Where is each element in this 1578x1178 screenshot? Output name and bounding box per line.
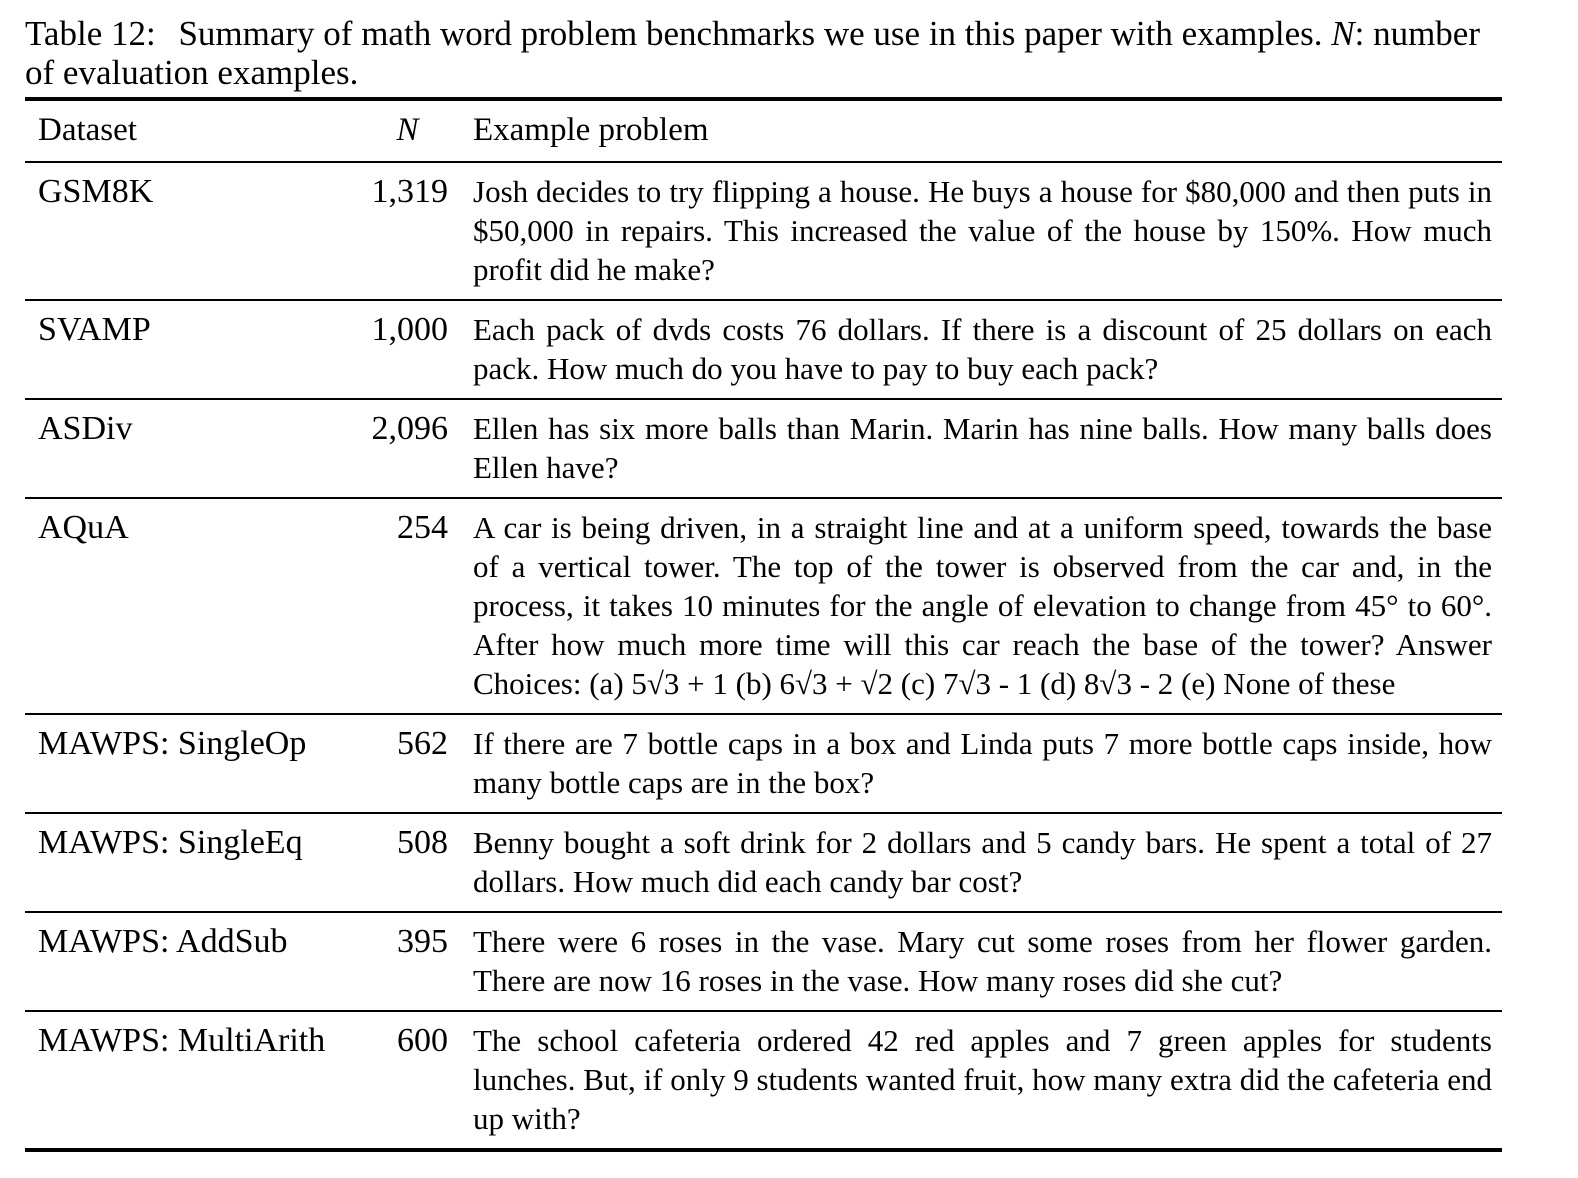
example-cell: There were 6 roses in the vase. Mary cut some roses from her flower garden. There are now 16 roses in the vase. How many roses did she cut?: [473, 924, 1492, 998]
header-row: [25, 99, 1502, 162]
n-cell: 1,000: [371, 311, 448, 348]
dataset-cell: MAWPS: AddSub: [38, 923, 288, 960]
benchmark-table: [25, 97, 1502, 1152]
table-row: [25, 498, 1502, 714]
table-row: [25, 300, 1502, 399]
table-row: [25, 813, 1502, 912]
example-cell: If there are 7 bottle caps in a box and Linda puts 7 more bottle caps inside, how many bottle caps are in the box?: [473, 726, 1492, 800]
dataset-cell: ASDiv: [38, 410, 133, 447]
dataset-cell: MAWPS: SingleOp: [38, 725, 307, 762]
dataset-cell: GSM8K: [38, 173, 154, 210]
n-cell: 1,319: [371, 173, 448, 210]
header-n: N: [396, 112, 419, 148]
caption-n-symbol: N: [1331, 14, 1355, 53]
example-cell: Ellen has six more balls than Marin. Marin has nine balls. How many balls does Ellen have?: [473, 411, 1492, 485]
example-cell: The school cafeteria ordered 42 red apples and 7 green apples for students lunches. But, if only 9 students wanted fruit, how many extra did the cafeteria end up with?: [473, 1023, 1492, 1136]
caption-text: Summary of math word problem benchmarks we use in this paper with examples.: [178, 14, 1323, 53]
table-caption: [25, 14, 1505, 92]
n-cell: 254: [397, 509, 448, 546]
table-row: [25, 1011, 1502, 1150]
example-cell: A car is being driven, in a straight line and at a uniform speed, towards the base of a vertical tower. The top of the tower is observed from the car and, in the process, it takes 10 minutes for the angle of elevation to change from 45° to 60°. After how much more time will this car reach the base of the tower? Answer Choices: (a) 5√3 + 1 (b) 6√3 + √2 (c) 7√3 - 1 (d) 8√3 - 2 (e) None of these: [473, 510, 1492, 701]
caption-n-definition: : number of evaluation examples.: [25, 14, 1480, 92]
dataset-cell: MAWPS: MultiArith: [38, 1022, 326, 1059]
table-row: [25, 912, 1502, 1011]
example-cell: Each pack of dvds costs 76 dollars. If there is a discount of 25 dollars on each pack. How much do you have to pay to buy each pack?: [473, 312, 1492, 386]
header-dataset: Dataset: [38, 112, 137, 148]
n-cell: 562: [397, 725, 448, 762]
dataset-cell: AQuA: [38, 509, 129, 546]
example-cell: Josh decides to try flipping a house. He buys a house for $80,000 and then puts in $50,000 in repairs. This increased the value of the house by 150%. How much profit did he make?: [473, 174, 1492, 287]
header-example: Example problem: [473, 112, 709, 148]
dataset-cell: MAWPS: SingleEq: [38, 824, 303, 861]
example-cell: Benny bought a soft drink for 2 dollars and 5 candy bars. He spent a total of 27 dollars. How much did each candy bar cost?: [473, 825, 1492, 899]
n-cell: 2,096: [371, 410, 448, 447]
table-row: [25, 162, 1502, 300]
caption-label: Table 12:: [25, 14, 156, 53]
n-cell: 395: [397, 923, 448, 960]
n-cell: 508: [397, 824, 448, 861]
table-row: [25, 714, 1502, 813]
dataset-cell: SVAMP: [38, 311, 151, 348]
n-cell: 600: [397, 1022, 448, 1059]
table-row: [25, 399, 1502, 498]
